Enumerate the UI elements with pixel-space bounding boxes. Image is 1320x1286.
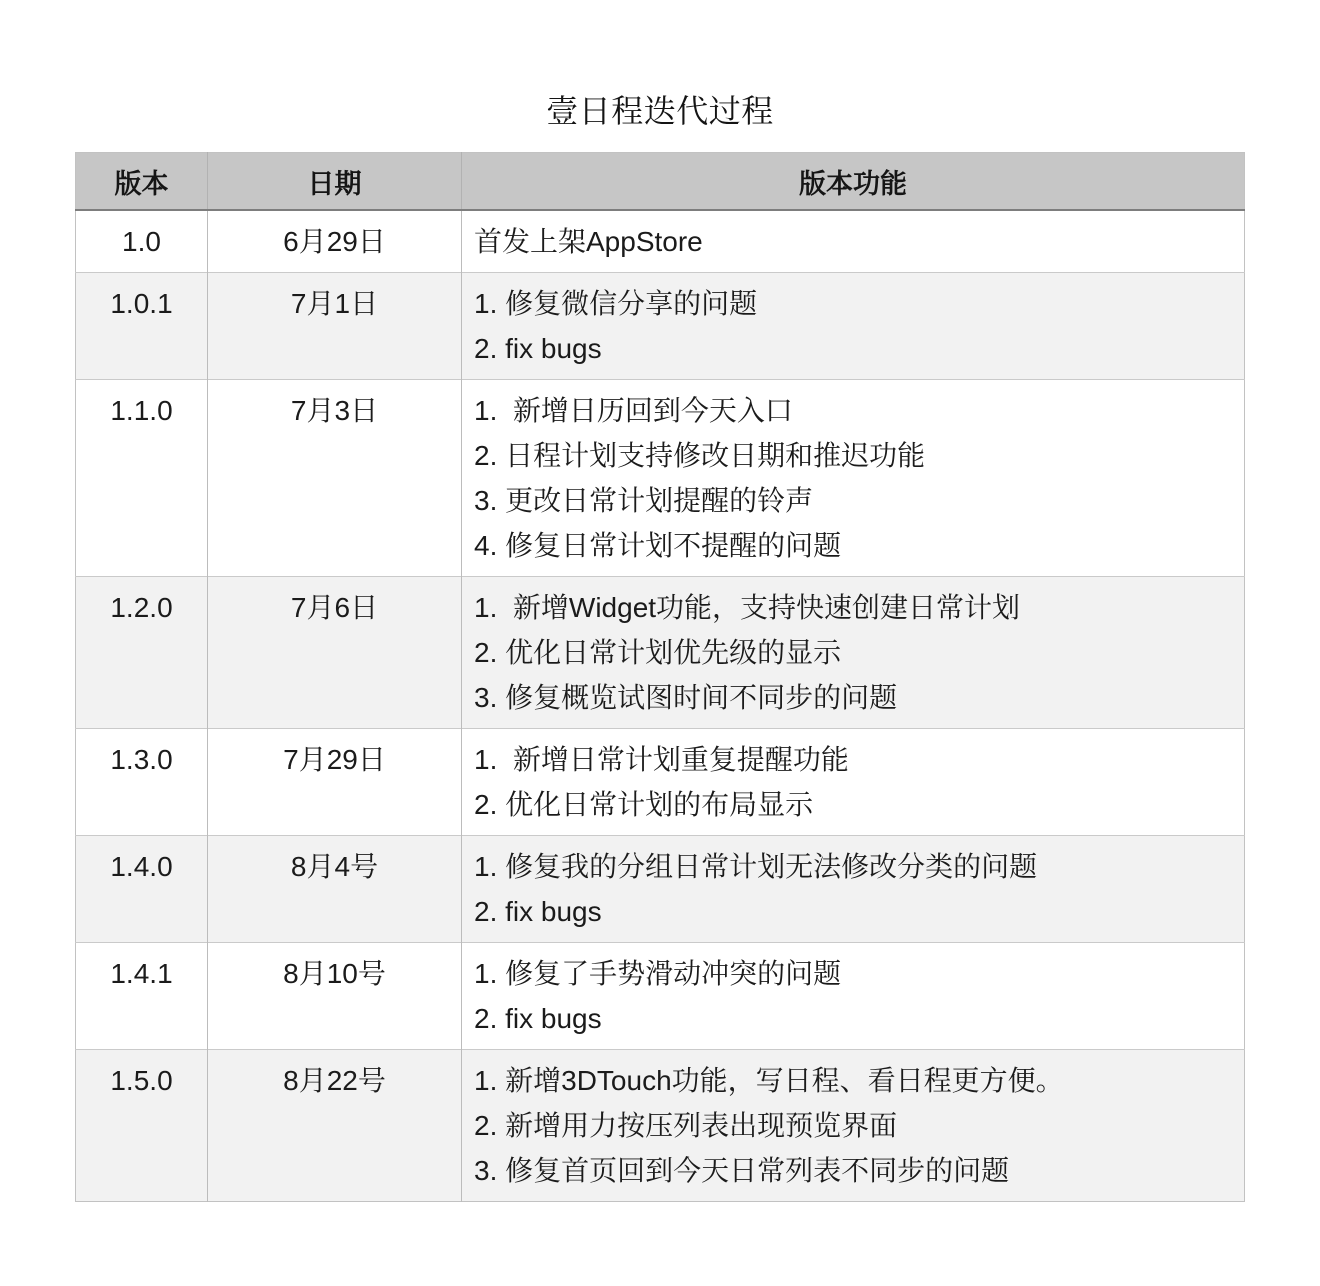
table-row	[76, 380, 1245, 577]
features-cell	[462, 943, 1245, 1050]
feature-line: 4. 修复日常计划不提醒的问题	[474, 530, 842, 561]
feature-line: 3. 修复首页回到今天日常列表不同步的问题	[474, 1155, 1010, 1186]
date-cell: 7月1日	[208, 273, 462, 380]
table-row	[76, 943, 1245, 1050]
date-cell: 7月29日	[208, 729, 462, 836]
version-cell: 1.5.0	[76, 1050, 208, 1202]
page-title: 壹日程迭代过程	[546, 93, 774, 129]
features-cell	[462, 1050, 1245, 1202]
feature-line: 2. 优化日常计划优先级的显示	[474, 637, 842, 668]
version-cell: 1.2.0	[76, 577, 208, 729]
version-cell: 1.3.0	[76, 729, 208, 836]
feature-line: 3. 更改日常计划提醒的铃声	[474, 485, 814, 516]
feature-line: 3. 修复概览试图时间不同步的问题	[474, 682, 898, 713]
table-row	[76, 577, 1245, 729]
feature-line: 1. 修复了手势滑动冲突的问题	[474, 958, 842, 989]
column-header-features: 版本功能	[462, 153, 1245, 211]
features-cell	[462, 729, 1245, 836]
feature-line: 1. 新增日常计划重复提醒功能	[474, 744, 849, 775]
table-body	[76, 210, 1245, 1202]
version-cell: 1.0	[76, 210, 208, 273]
table-row	[76, 836, 1245, 943]
table-row	[76, 273, 1245, 380]
features-cell	[462, 210, 1245, 273]
feature-line: 2. fix bugs	[474, 1003, 602, 1034]
table-row	[76, 210, 1245, 273]
feature-line: 2. fix bugs	[474, 896, 602, 927]
feature-line: 1. 修复我的分组日常计划无法修改分类的问题	[474, 851, 1038, 882]
table-header-row	[76, 153, 1245, 211]
date-cell: 8月4号	[208, 836, 462, 943]
column-header-version: 版本	[76, 153, 208, 211]
feature-line: 1. 修复微信分享的问题	[474, 288, 758, 319]
changelog-table	[75, 152, 1245, 1202]
version-cell: 1.1.0	[76, 380, 208, 577]
date-cell: 8月22号	[208, 1050, 462, 1202]
date-cell: 8月10号	[208, 943, 462, 1050]
features-cell	[462, 273, 1245, 380]
feature-line: 2. 新增用力按压列表出现预览界面	[474, 1110, 898, 1141]
version-cell: 1.0.1	[76, 273, 208, 380]
feature-line: 1. 新增Widget功能，支持快速创建日常计划	[474, 592, 1021, 623]
feature-line: 1. 新增3DTouch功能，写日程、看日程更方便。	[474, 1065, 1064, 1096]
features-cell	[462, 577, 1245, 729]
table-row	[76, 729, 1245, 836]
feature-line: 2. 优化日常计划的布局显示	[474, 789, 814, 820]
feature-line: 2. fix bugs	[474, 333, 602, 364]
feature-line: 1. 新增日历回到今天入口	[474, 395, 793, 426]
table-row	[76, 1050, 1245, 1202]
features-cell	[462, 380, 1245, 577]
features-cell	[462, 836, 1245, 943]
date-cell: 7月3日	[208, 380, 462, 577]
feature-line: 2. 日程计划支持修改日期和推迟功能	[474, 440, 926, 471]
feature-line: 首发上架AppStore	[474, 226, 703, 257]
version-cell: 1.4.1	[76, 943, 208, 1050]
column-header-date: 日期	[208, 153, 462, 211]
date-cell: 7月6日	[208, 577, 462, 729]
version-cell: 1.4.0	[76, 836, 208, 943]
date-cell: 6月29日	[208, 210, 462, 273]
